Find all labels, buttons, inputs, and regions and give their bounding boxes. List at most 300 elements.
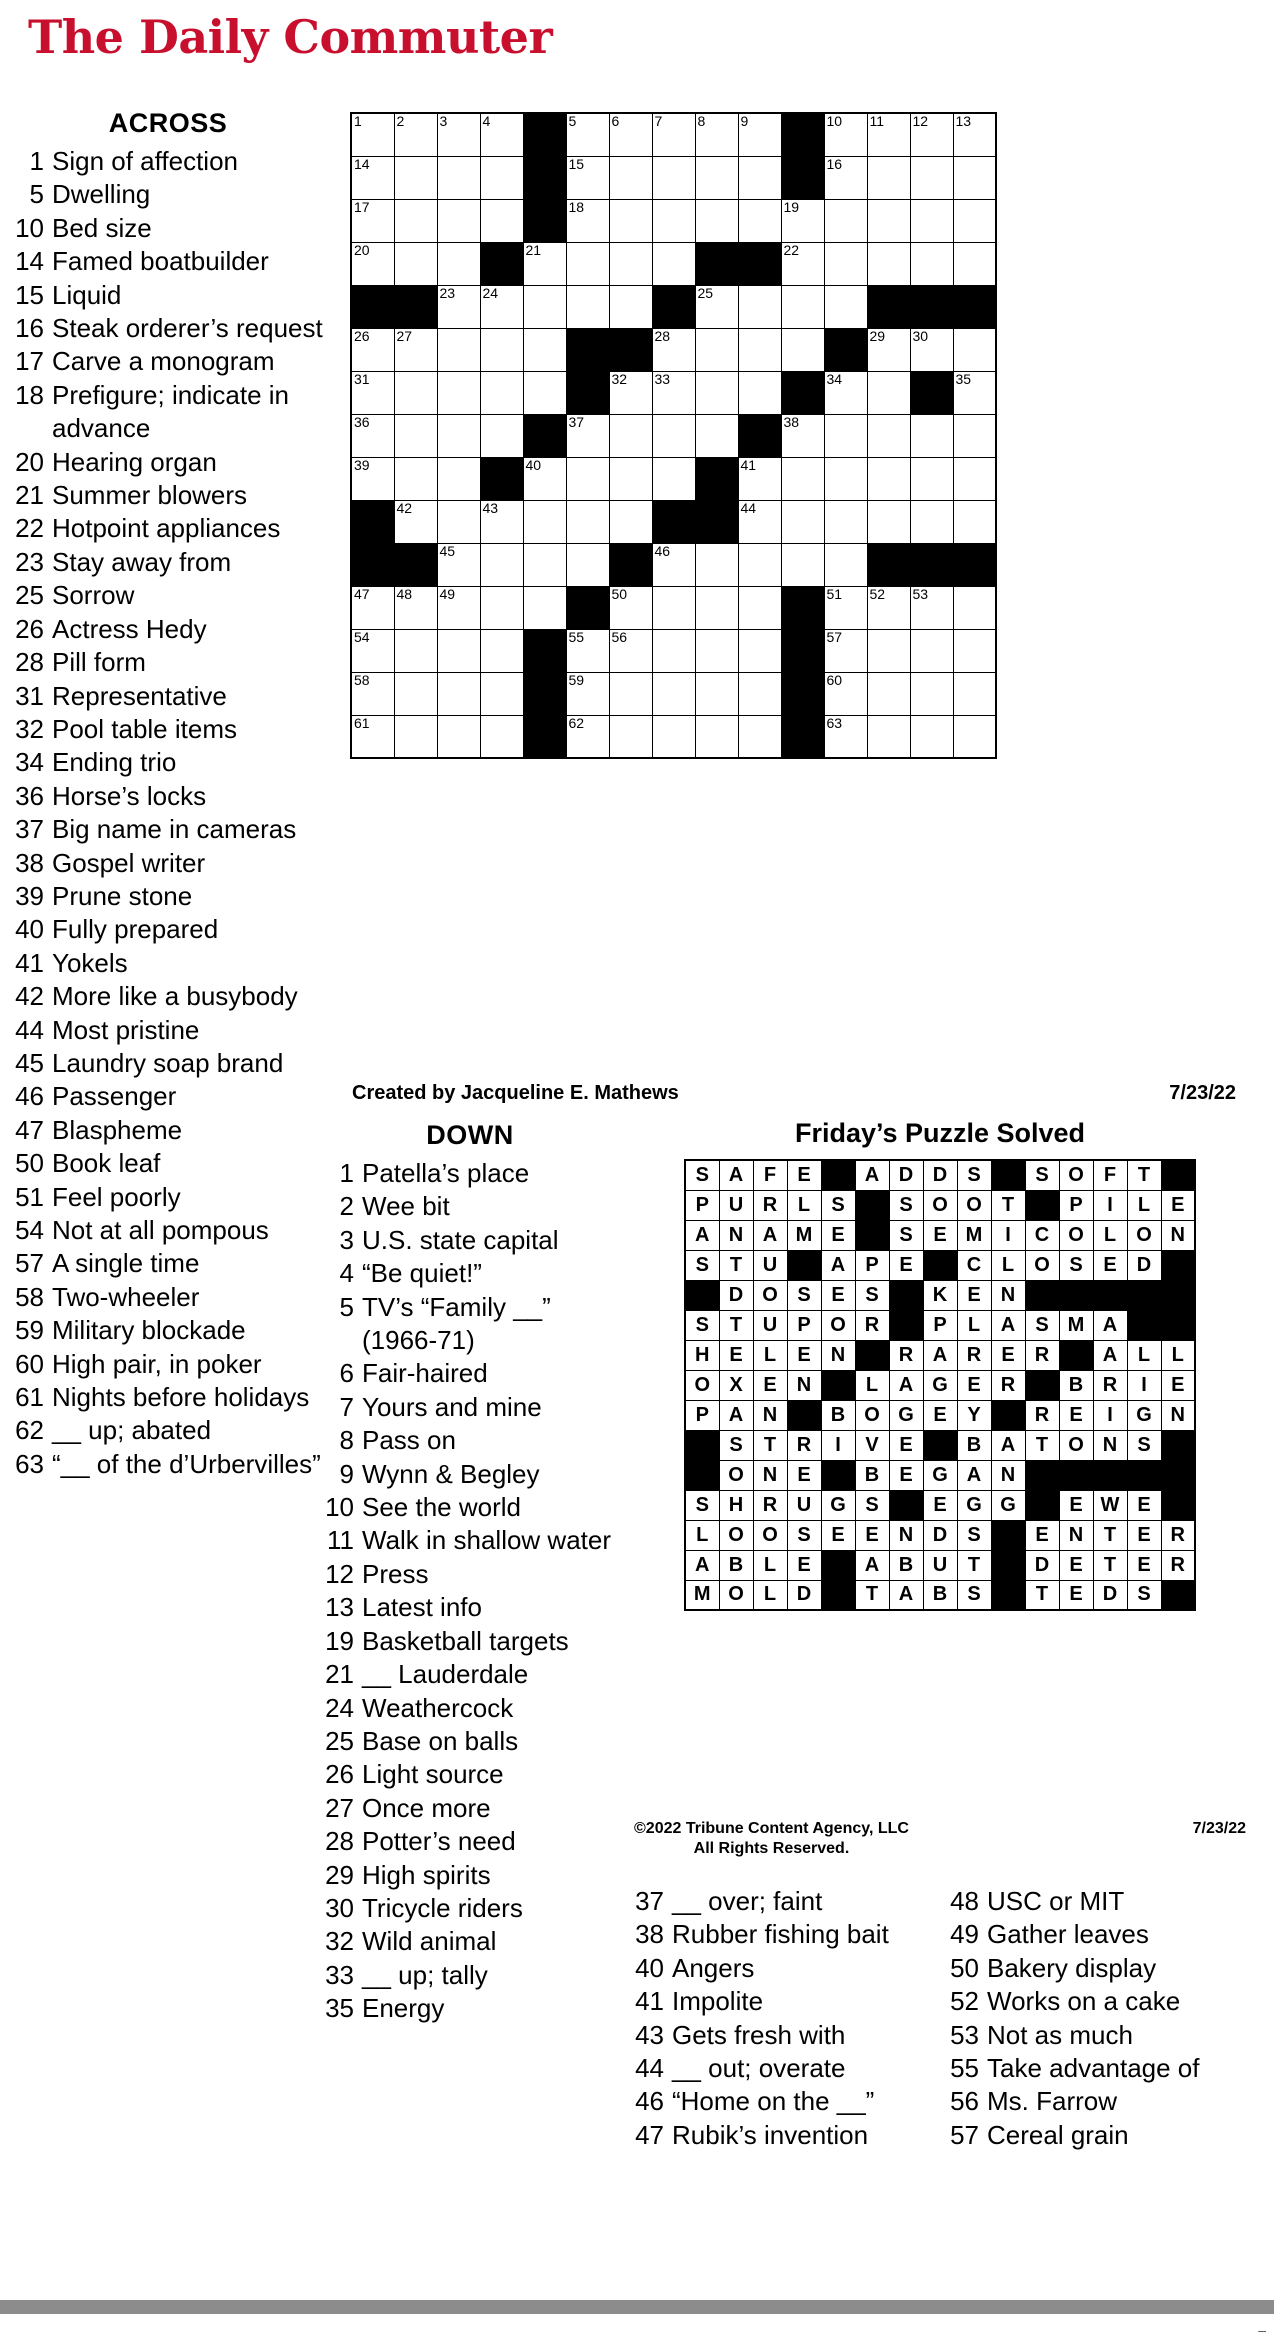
grid-cell[interactable] — [953, 371, 996, 414]
grid-cell[interactable] — [394, 500, 437, 543]
across-clue-item — [10, 479, 326, 512]
solved-letter-cell: S — [719, 1430, 753, 1460]
grid-cell[interactable] — [437, 113, 480, 156]
solved-letter-cell: L — [787, 1190, 821, 1220]
grid-cell[interactable] — [566, 156, 609, 199]
grid-cell[interactable] — [523, 500, 566, 543]
clue-text: Patella’s place — [362, 1158, 530, 1188]
grid-cell[interactable] — [781, 500, 824, 543]
grid-cell[interactable] — [351, 242, 394, 285]
grid-cell[interactable] — [437, 543, 480, 586]
clue-number: 55 — [950, 2053, 979, 2084]
grid-cell[interactable] — [609, 285, 652, 328]
clue-text: High spirits — [362, 1859, 491, 1890]
grid-cell[interactable] — [394, 672, 437, 715]
bottom-rule — [0, 2300, 1274, 2314]
grid-cell[interactable] — [867, 715, 910, 758]
grid-cell[interactable] — [480, 328, 523, 371]
grid-cell[interactable] — [351, 672, 394, 715]
grid-cell[interactable] — [394, 414, 437, 457]
clue-text: See the world — [362, 1492, 521, 1523]
grid-cell[interactable] — [738, 371, 781, 414]
grid-cell-number: 21 — [525, 241, 542, 258]
grid-cell[interactable] — [351, 629, 394, 672]
grid-cell[interactable] — [652, 242, 695, 285]
solved-letter-cell: E — [787, 1160, 821, 1190]
grid-cell[interactable] — [480, 500, 523, 543]
grid-cell[interactable] — [867, 414, 910, 457]
grid-cell[interactable] — [437, 715, 480, 758]
grid-block-cell — [480, 242, 523, 285]
grid-cell[interactable] — [394, 457, 437, 500]
grid-cell[interactable] — [867, 113, 910, 156]
grid-cell-number: 41 — [740, 456, 757, 473]
grid-cell[interactable] — [394, 715, 437, 758]
grid-cell-number: 16 — [826, 155, 843, 172]
grid-cell[interactable] — [953, 629, 996, 672]
grid-cell[interactable] — [781, 414, 824, 457]
grid-cell[interactable] — [867, 500, 910, 543]
grid-block-cell — [910, 543, 953, 586]
grid-block-cell — [867, 543, 910, 586]
solved-letter-cell: F — [1093, 1160, 1127, 1190]
grid-cell[interactable] — [695, 586, 738, 629]
grid-cell[interactable] — [480, 414, 523, 457]
grid-cell[interactable] — [953, 328, 996, 371]
grid-cell[interactable] — [609, 500, 652, 543]
clue-number: 15 — [15, 279, 44, 310]
grid-cell-number: 58 — [354, 671, 370, 688]
grid-cell[interactable] — [480, 629, 523, 672]
solved-letter-cell: G — [991, 1490, 1025, 1520]
grid-cell[interactable] — [609, 672, 652, 715]
solved-letter-cell: G — [821, 1490, 855, 1520]
solved-letter-cell: O — [719, 1580, 753, 1610]
grid-cell[interactable] — [867, 672, 910, 715]
grid-cell[interactable] — [953, 199, 996, 242]
grid-cell[interactable] — [824, 543, 867, 586]
grid-cell[interactable] — [867, 328, 910, 371]
grid-cell[interactable] — [738, 113, 781, 156]
grid-cell[interactable] — [609, 629, 652, 672]
grid-cell[interactable] — [437, 672, 480, 715]
grid-cell[interactable] — [824, 199, 867, 242]
grid-cell[interactable] — [480, 543, 523, 586]
grid-cell[interactable] — [652, 715, 695, 758]
grid-cell[interactable] — [781, 328, 824, 371]
solved-letter-cell: R — [787, 1430, 821, 1460]
grid-cell[interactable] — [351, 586, 394, 629]
grid-cell[interactable] — [824, 156, 867, 199]
grid-cell[interactable] — [781, 543, 824, 586]
grid-cell[interactable] — [738, 156, 781, 199]
grid-cell[interactable] — [394, 156, 437, 199]
grid-cell[interactable] — [609, 113, 652, 156]
grid-cell[interactable] — [910, 457, 953, 500]
grid-cell[interactable] — [910, 500, 953, 543]
grid-cell[interactable] — [910, 156, 953, 199]
grid-cell[interactable] — [824, 457, 867, 500]
solved-block-cell — [1161, 1310, 1195, 1340]
grid-cell[interactable] — [652, 543, 695, 586]
solved-letter-cell: U — [787, 1490, 821, 1520]
down-clue-item — [320, 1257, 620, 1290]
grid-cell[interactable] — [609, 371, 652, 414]
solved-letter-cell: A — [1093, 1340, 1127, 1370]
grid-cell[interactable] — [652, 113, 695, 156]
grid-cell[interactable] — [695, 715, 738, 758]
solved-letter-cell: S — [787, 1280, 821, 1310]
grid-cell[interactable] — [394, 113, 437, 156]
grid-cell[interactable] — [480, 199, 523, 242]
grid-cell[interactable] — [953, 715, 996, 758]
clue-text: Carve a monogram — [52, 346, 275, 377]
grid-cell-number: 63 — [826, 714, 843, 731]
grid-cell[interactable] — [738, 672, 781, 715]
grid-cell-number: 47 — [354, 585, 370, 602]
grid-cell[interactable] — [910, 328, 953, 371]
copyright-line-2: All Rights Reserved. — [693, 1840, 850, 1857]
grid-cell[interactable] — [910, 715, 953, 758]
grid-cell[interactable] — [351, 328, 394, 371]
grid-cell[interactable] — [437, 242, 480, 285]
grid-cell[interactable] — [738, 629, 781, 672]
grid-cell[interactable] — [824, 371, 867, 414]
grid-cell[interactable] — [738, 285, 781, 328]
clue-number: 61 — [15, 1382, 44, 1413]
grid-cell[interactable] — [351, 156, 394, 199]
grid-cell[interactable] — [738, 543, 781, 586]
grid-block-cell — [394, 543, 437, 586]
grid-cell[interactable] — [738, 328, 781, 371]
grid-block-cell — [523, 629, 566, 672]
grid-cell[interactable] — [824, 629, 867, 672]
grid-cell[interactable] — [824, 586, 867, 629]
grid-cell[interactable] — [695, 629, 738, 672]
grid-cell[interactable] — [652, 414, 695, 457]
grid-cell[interactable] — [394, 242, 437, 285]
grid-cell-number: 27 — [396, 327, 413, 344]
down-clue-item — [320, 1992, 620, 2025]
grid-cell-number: 18 — [568, 198, 585, 215]
grid-cell[interactable] — [523, 543, 566, 586]
grid-cell[interactable] — [953, 156, 996, 199]
clue-text: Impolite — [672, 1986, 764, 2017]
grid-cell[interactable] — [351, 199, 394, 242]
grid-cell[interactable] — [566, 715, 609, 758]
grid-cell[interactable] — [652, 371, 695, 414]
grid-cell[interactable] — [437, 371, 480, 414]
solved-letter-cell: Y — [957, 1400, 991, 1430]
grid-cell[interactable] — [566, 629, 609, 672]
clue-text: Rubik’s invention — [672, 2119, 869, 2150]
down-clue-item — [320, 1190, 620, 1223]
grid-cell[interactable] — [437, 156, 480, 199]
grid-cell[interactable] — [910, 113, 953, 156]
grid-cell[interactable] — [523, 371, 566, 414]
clue-number: 23 — [15, 546, 44, 577]
solved-block-cell — [991, 1160, 1025, 1190]
grid-cell[interactable] — [480, 586, 523, 629]
solved-block-cell — [1025, 1280, 1059, 1310]
clue-text: Stay away from — [52, 546, 232, 577]
across-clue-item — [10, 813, 326, 846]
solved-block-cell — [821, 1160, 855, 1190]
clue-text: __ out; overate — [672, 2053, 846, 2084]
down-clue-item — [320, 1758, 620, 1791]
grid-cell[interactable] — [566, 113, 609, 156]
clue-text: Prune stone — [52, 880, 193, 911]
clue-number: 21 — [325, 1659, 354, 1690]
grid-cell[interactable] — [953, 500, 996, 543]
down-continued-list-b — [945, 1885, 1265, 2152]
down-clue-item — [630, 1918, 940, 1951]
clue-number: 46 — [635, 2086, 664, 2117]
grid-cell[interactable] — [867, 586, 910, 629]
grid-cell[interactable] — [523, 285, 566, 328]
grid-cell[interactable] — [738, 586, 781, 629]
clue-text: Pass on — [362, 1425, 456, 1456]
clue-text: Press — [362, 1558, 429, 1589]
solved-letter-cell: A — [685, 1550, 719, 1580]
grid-cell[interactable] — [566, 242, 609, 285]
down-clue-item — [630, 2052, 940, 2085]
clue-text: Most pristine — [52, 1014, 200, 1045]
grid-cell[interactable] — [824, 285, 867, 328]
grid-cell[interactable] — [437, 285, 480, 328]
grid-cell[interactable] — [480, 715, 523, 758]
grid-cell[interactable] — [394, 199, 437, 242]
grid-cell[interactable] — [480, 285, 523, 328]
grid-cell[interactable] — [695, 199, 738, 242]
grid-cell[interactable] — [566, 414, 609, 457]
grid-cell-number: 17 — [354, 198, 370, 215]
solved-letter-cell: R — [1025, 1340, 1059, 1370]
down-heading: DOWN — [426, 1120, 514, 1150]
grid-cell[interactable] — [867, 199, 910, 242]
grid-cell[interactable] — [910, 242, 953, 285]
grid-cell[interactable] — [824, 242, 867, 285]
grid-cell[interactable] — [867, 371, 910, 414]
grid-cell[interactable] — [695, 672, 738, 715]
grid-cell[interactable] — [566, 672, 609, 715]
solved-puzzle-grid — [684, 1159, 1196, 1611]
grid-cell[interactable] — [652, 586, 695, 629]
grid-cell[interactable] — [609, 156, 652, 199]
clue-number: 17 — [15, 346, 44, 377]
grid-cell-number: 57 — [826, 628, 843, 645]
clue-number: 40 — [635, 1952, 664, 1983]
grid-cell[interactable] — [867, 457, 910, 500]
grid-cell[interactable] — [437, 500, 480, 543]
grid-cell[interactable] — [781, 285, 824, 328]
clue-number: 31 — [15, 680, 44, 711]
solved-letter-cell: E — [1161, 1190, 1195, 1220]
across-clue-item — [10, 1014, 326, 1047]
solved-letter-cell: R — [753, 1190, 787, 1220]
grid-cell[interactable] — [480, 156, 523, 199]
grid-row — [351, 629, 996, 672]
grid-cell[interactable] — [910, 629, 953, 672]
grid-cell[interactable] — [351, 371, 394, 414]
across-clue-item — [10, 1181, 326, 1214]
grid-cell[interactable] — [695, 371, 738, 414]
grid-cell[interactable] — [738, 500, 781, 543]
grid-cell[interactable] — [824, 113, 867, 156]
grid-cell[interactable] — [781, 242, 824, 285]
clue-number: 10 — [15, 212, 44, 243]
grid-cell[interactable] — [824, 715, 867, 758]
grid-cell[interactable] — [437, 414, 480, 457]
solved-letter-cell: O — [1127, 1220, 1161, 1250]
grid-block-cell — [867, 285, 910, 328]
grid-cell[interactable] — [781, 457, 824, 500]
grid-cell[interactable] — [523, 586, 566, 629]
grid-cell[interactable] — [437, 629, 480, 672]
grid-cell[interactable] — [652, 457, 695, 500]
grid-block-cell — [523, 715, 566, 758]
grid-cell[interactable] — [437, 586, 480, 629]
grid-cell[interactable] — [480, 113, 523, 156]
solved-letter-cell: O — [855, 1400, 889, 1430]
grid-cell[interactable] — [351, 457, 394, 500]
grid-cell[interactable] — [480, 672, 523, 715]
grid-cell[interactable] — [781, 199, 824, 242]
grid-row — [351, 500, 996, 543]
grid-cell[interactable] — [953, 586, 996, 629]
grid-cell-number: 4 — [482, 113, 491, 129]
grid-cell[interactable] — [437, 328, 480, 371]
grid-cell-number: 10 — [826, 113, 843, 129]
grid-cell[interactable] — [695, 328, 738, 371]
grid-cell[interactable] — [394, 371, 437, 414]
grid-cell[interactable] — [394, 629, 437, 672]
clue-number: 22 — [15, 513, 44, 544]
grid-cell[interactable] — [695, 285, 738, 328]
solved-letter-cell: A — [991, 1310, 1025, 1340]
clue-number: 37 — [15, 814, 44, 845]
grid-cell[interactable] — [695, 113, 738, 156]
grid-cell[interactable] — [953, 672, 996, 715]
grid-cell[interactable] — [953, 113, 996, 156]
grid-cell[interactable] — [695, 543, 738, 586]
grid-cell[interactable] — [867, 242, 910, 285]
grid-cell[interactable] — [824, 500, 867, 543]
grid-block-cell — [910, 371, 953, 414]
grid-cell[interactable] — [523, 328, 566, 371]
grid-cell[interactable] — [394, 586, 437, 629]
grid-cell[interactable] — [566, 457, 609, 500]
grid-cell[interactable] — [738, 199, 781, 242]
solved-letter-cell: E — [1093, 1250, 1127, 1280]
grid-cell[interactable] — [351, 715, 394, 758]
grid-cell[interactable] — [523, 242, 566, 285]
grid-cell[interactable] — [351, 414, 394, 457]
solved-letter-cell: A — [685, 1220, 719, 1250]
grid-cell[interactable] — [609, 242, 652, 285]
grid-cell[interactable] — [910, 414, 953, 457]
grid-block-cell — [781, 156, 824, 199]
grid-cell[interactable] — [394, 328, 437, 371]
solved-letter-cell: T — [753, 1430, 787, 1460]
grid-cell[interactable] — [695, 156, 738, 199]
grid-cell[interactable] — [910, 672, 953, 715]
clue-text: Passenger — [52, 1081, 177, 1112]
grid-cell[interactable] — [480, 371, 523, 414]
grid-cell-number: 22 — [783, 241, 800, 258]
clue-text: Famed boatbuilder — [52, 246, 269, 277]
grid-cell[interactable] — [910, 199, 953, 242]
solved-letter-cell: I — [991, 1220, 1025, 1250]
solved-letter-cell: E — [1127, 1520, 1161, 1550]
crossword-grid[interactable] — [350, 112, 997, 759]
clue-text: __ up; tally — [362, 1959, 488, 1990]
grid-cell[interactable] — [824, 672, 867, 715]
grid-cell[interactable] — [609, 457, 652, 500]
grid-block-cell — [609, 328, 652, 371]
grid-cell[interactable] — [437, 457, 480, 500]
grid-cell[interactable] — [652, 328, 695, 371]
grid-cell[interactable] — [437, 199, 480, 242]
clue-text: Tricycle riders — [362, 1892, 523, 1923]
grid-cell[interactable] — [695, 414, 738, 457]
clue-number: 43 — [635, 2019, 664, 2050]
clue-number: 48 — [950, 1886, 979, 1916]
grid-block-cell — [566, 586, 609, 629]
grid-cell[interactable] — [523, 457, 566, 500]
grid-cell[interactable] — [953, 414, 996, 457]
clue-text: Light source — [362, 1759, 504, 1790]
grid-cell[interactable] — [910, 586, 953, 629]
across-clue-item — [10, 245, 326, 278]
grid-cell[interactable] — [609, 414, 652, 457]
grid-cell[interactable] — [867, 629, 910, 672]
clue-text: A single time — [52, 1248, 200, 1279]
grid-cell-number: 42 — [396, 499, 413, 516]
grid-cell[interactable] — [652, 629, 695, 672]
grid-cell[interactable] — [609, 199, 652, 242]
grid-cell[interactable] — [609, 586, 652, 629]
grid-cell[interactable] — [566, 199, 609, 242]
clue-number: 57 — [15, 1248, 44, 1279]
grid-cell[interactable] — [738, 457, 781, 500]
grid-cell[interactable] — [738, 715, 781, 758]
clue-text: Wee bit — [362, 1191, 450, 1222]
clue-number: 8 — [339, 1425, 354, 1456]
grid-block-cell — [953, 285, 996, 328]
grid-cell[interactable] — [566, 285, 609, 328]
grid-cell[interactable] — [566, 500, 609, 543]
solved-letter-cell: D — [719, 1280, 753, 1310]
grid-cell[interactable] — [351, 113, 394, 156]
grid-cell[interactable] — [566, 543, 609, 586]
grid-cell[interactable] — [824, 414, 867, 457]
grid-cell[interactable] — [652, 672, 695, 715]
grid-cell[interactable] — [652, 156, 695, 199]
grid-cell-number: 53 — [912, 585, 929, 602]
grid-cell[interactable] — [953, 457, 996, 500]
solved-letter-cell: S — [957, 1580, 991, 1610]
solved-letter-cell: O — [1059, 1160, 1093, 1190]
grid-cell[interactable] — [609, 715, 652, 758]
solved-block-cell — [991, 1580, 1025, 1610]
grid-cell[interactable] — [652, 199, 695, 242]
solved-letter-cell: P — [1059, 1190, 1093, 1220]
grid-cell[interactable] — [953, 242, 996, 285]
grid-cell[interactable] — [867, 156, 910, 199]
down-clue-item — [945, 2119, 1265, 2152]
clue-text: Two-wheeler — [52, 1281, 200, 1312]
